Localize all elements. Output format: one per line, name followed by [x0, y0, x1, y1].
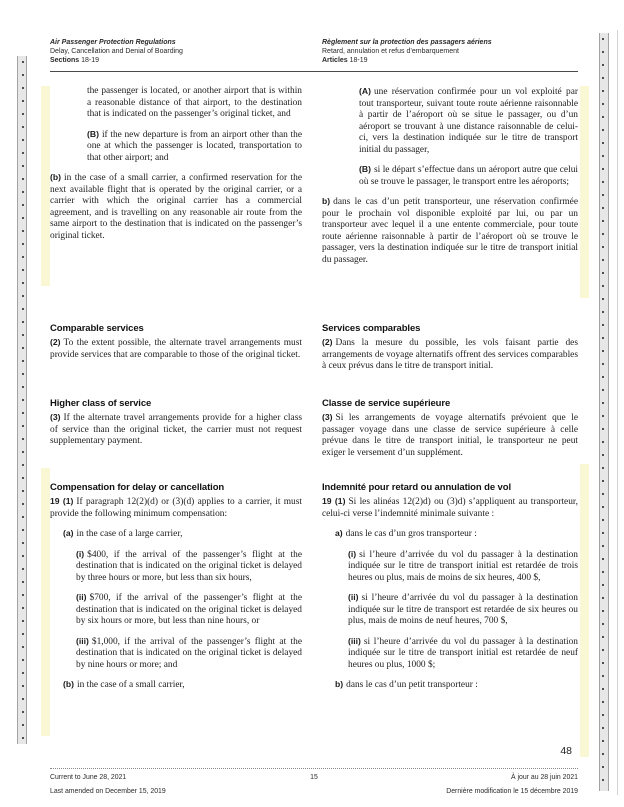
binding-edge-right [599, 33, 609, 791]
sections-range-value-fr: 18-19 [349, 57, 368, 64]
regulation-title-fr: Règlement sur la protection des passagers aériens [322, 39, 492, 46]
provision-marker: (iii) [76, 635, 89, 646]
paragraph: (i) $400, if the arrival of the passenger’s flight at the destination that is indicated on the original ticket is delayed by three hours or more, but less than six hours, [76, 548, 302, 583]
sections-label-fr: Articles [322, 57, 348, 64]
paragraph: (iii) $1,000, if the arrival of the passenger’s flight at the destination that is indicated on the original ticket is delayed by nine hours or more; and [76, 635, 302, 670]
column-en [50, 86, 302, 274]
content-row [50, 482, 578, 700]
page-number: 48 [560, 745, 572, 757]
provision-marker: (ii) [76, 592, 87, 602]
section-heading: Classe de service supérieure [322, 398, 451, 409]
paragraph: (i) si l’heure d’arrivée du vol du passager à la destination indiquée sur le titre de transport initial est retardée de trois heures ou plus, mais de moins de six heures, 400 $, [348, 548, 578, 583]
provision-marker: b) [335, 679, 344, 689]
sections-range-value-en: 18-19 [81, 57, 100, 64]
paragraph: (b) in the case of a small carrier, [63, 679, 185, 690]
paragraph: (3) Si les arrangements de voyage alternatifs prévoient que le passager voyage dans une classe de service supérieure à celle prévue dans le titre de transport initial, le transporteur ne peut exiger le versement d’un supplément. [322, 412, 578, 458]
section-heading: Compensation for delay or cancellation [50, 482, 225, 493]
amendment-highlight-bar [41, 86, 50, 286]
paragraph: a) dans le cas d’un gros transporteur : [335, 528, 477, 539]
section-heading: Comparable services [50, 323, 144, 334]
regulation-subtitle-fr: Retard, annulation et refus d’embarquement [322, 48, 459, 55]
a-jour-text: À jour au 28 juin 2021 [510, 774, 578, 781]
provision-marker: (B) [359, 164, 371, 174]
paragraph: b) dans le cas d’un petit transporteur : [335, 679, 478, 690]
paragraph: (2) Dans la mesure du possible, les vols faisant partie des arrangements de voyage alternatifs offrent des services comparables à ceux prévus dans le titre de transport initial. [322, 337, 578, 371]
provision-marker: (2) [50, 337, 61, 347]
section-heading: Higher class of service [50, 398, 152, 409]
sections-label-en: Sections [50, 57, 80, 64]
paragraph: 19 (1) If paragraph 12(2)(d) or (3)(d) applies to a carrier, it must provide the following minimum compensation: [50, 496, 302, 519]
derniere-modification-text: Dernière modification le 15 décembre 2019 [446, 788, 578, 795]
paragraph: (3) If the alternate travel arrangements provide for a higher class of service than the original ticket, the carrier must not request supplementary payment. [50, 412, 302, 446]
paragraph: (ii) si l’heure d’arrivée du vol du passager à la destination indiquée sur le titre de transport est retardée de six heures ou plus, mais de moins de neuf heures, 700 $, [348, 592, 578, 626]
binding-holes-right [602, 38, 604, 786]
provision-marker: a) [335, 528, 343, 538]
provision-marker: (b) [63, 679, 74, 689]
header-fr [322, 38, 578, 65]
provision-marker: (3) [322, 412, 333, 422]
provision-marker: (3) [50, 412, 61, 422]
current-to-text: Current to June 28, 2021 [50, 774, 127, 781]
column-fr [322, 398, 578, 467]
header-rule [50, 71, 578, 72]
paragraph: (iii) si l’heure d’arrivée du vol du passager à la destination indiquée sur le titre de transport initial est retardée de neuf heures ou plus, 1000 $; [348, 635, 578, 670]
content-row [50, 86, 578, 274]
column-en [50, 398, 302, 467]
provision-marker: 19 (1) [322, 496, 346, 506]
bilingual-body [50, 86, 578, 746]
column-fr [322, 482, 578, 700]
provision-marker: 19 (1) [50, 496, 74, 506]
provision-marker: (ii) [348, 592, 359, 602]
paragraph: (B) if the new departure is from an airport other than the one at which the passenger is located, transportation to that other airport; and [87, 128, 302, 163]
header-en [50, 38, 302, 65]
paragraph: (B) si le départ s’effectue dans un aéroport autre que celui où se trouve le passager, le transport entre les aéroports; [359, 164, 578, 187]
binding-edge-left [17, 56, 27, 744]
paragraph: the passenger is located, or another airport that is within a reasonable distance of that airport, to the destination that is indicated on the passenger’s original ticket, and [87, 86, 302, 119]
provision-marker: b) [322, 196, 331, 206]
content-row [50, 398, 578, 467]
paragraph: (a) in the case of a large carrier, [63, 528, 183, 539]
provision-marker: (b) [50, 172, 61, 182]
column-en [50, 323, 302, 381]
provision-marker: (2) [322, 337, 333, 347]
column-fr [322, 323, 578, 381]
paragraph: 19 (1) Si les alinéas 12(2)d) ou (3)d) s’appliquent au transporteur, celui-ci verse l’indemnité minimale suivante : [322, 496, 578, 519]
footer-line-1 [50, 774, 578, 782]
provision-marker: (a) [63, 528, 74, 538]
section-range-fr [322, 56, 578, 65]
provision-marker: (A) [359, 86, 371, 96]
section-heading: Indemnité pour retard ou annulation de vol [322, 482, 511, 493]
paragraph: (ii) $700, if the arrival of the passenger’s flight at the destination that is indicated on the original ticket is delayed by six hours or more, but less than nine hours, or [76, 592, 302, 626]
amendment-highlight-bar [580, 86, 589, 298]
section-range-en [50, 56, 302, 65]
binding-holes-left [22, 61, 24, 739]
column-fr [322, 86, 578, 274]
provision-marker: (i) [76, 548, 85, 559]
section-heading: Services comparables [322, 323, 421, 334]
running-header [50, 38, 578, 65]
footer-line-2 [50, 788, 578, 796]
sheet-number: 15 [310, 774, 318, 781]
footer-rule [50, 768, 578, 769]
paragraph: (2) To the extent possible, the alternate travel arrangements must provide services that are comparable to those of the original ticket. [50, 337, 302, 360]
paragraph: (A) une réservation confirmée pour un vol exploité par tout transporteur, suivant toute route aérienne raisonnable à partir de l’aéroport où se situe le passager, ou d’un aéroport se trouvant à une distance raisonnable de celui-ci, vers la destination indiquée sur le titre de transport initial du passager, [359, 86, 578, 155]
last-amended-text: Last amended on December 15, 2019 [50, 788, 166, 795]
amendment-highlight-bar [580, 464, 589, 757]
column-en [50, 482, 302, 700]
regulation-title-en: Air Passenger Protection Regulations [50, 39, 176, 46]
scan-edge-line [617, 30, 618, 795]
paragraph: (b) in the case of a small carrier, a confirmed reservation for the next available flight that is operated by the original carrier, or a carrier with which the original carrier has a commercial agreement, and is travelling on any reasonable air route from the same airport to the destination that is indicated on the passenger’s original ticket. [50, 172, 302, 241]
provision-marker: (iii) [348, 635, 361, 646]
amendment-highlight-bar [41, 468, 50, 736]
paragraph: b) dans le cas d’un petit transporteur, une réservation confirmée pour le prochain vol disponible exploité par lui, ou par un transporteur avec lequel il a une entente commerciale, pour toute route aérienne raisonnable à partir de l’aéroport où se trouve le passager, vers la destination indiquée sur le titre de transport initial du passager. [322, 196, 578, 265]
regulation-subtitle-en: Delay, Cancellation and Denial of Boarding [50, 48, 183, 55]
content-row [50, 323, 578, 381]
provision-marker: (B) [87, 128, 99, 139]
provision-marker: (i) [348, 548, 357, 559]
